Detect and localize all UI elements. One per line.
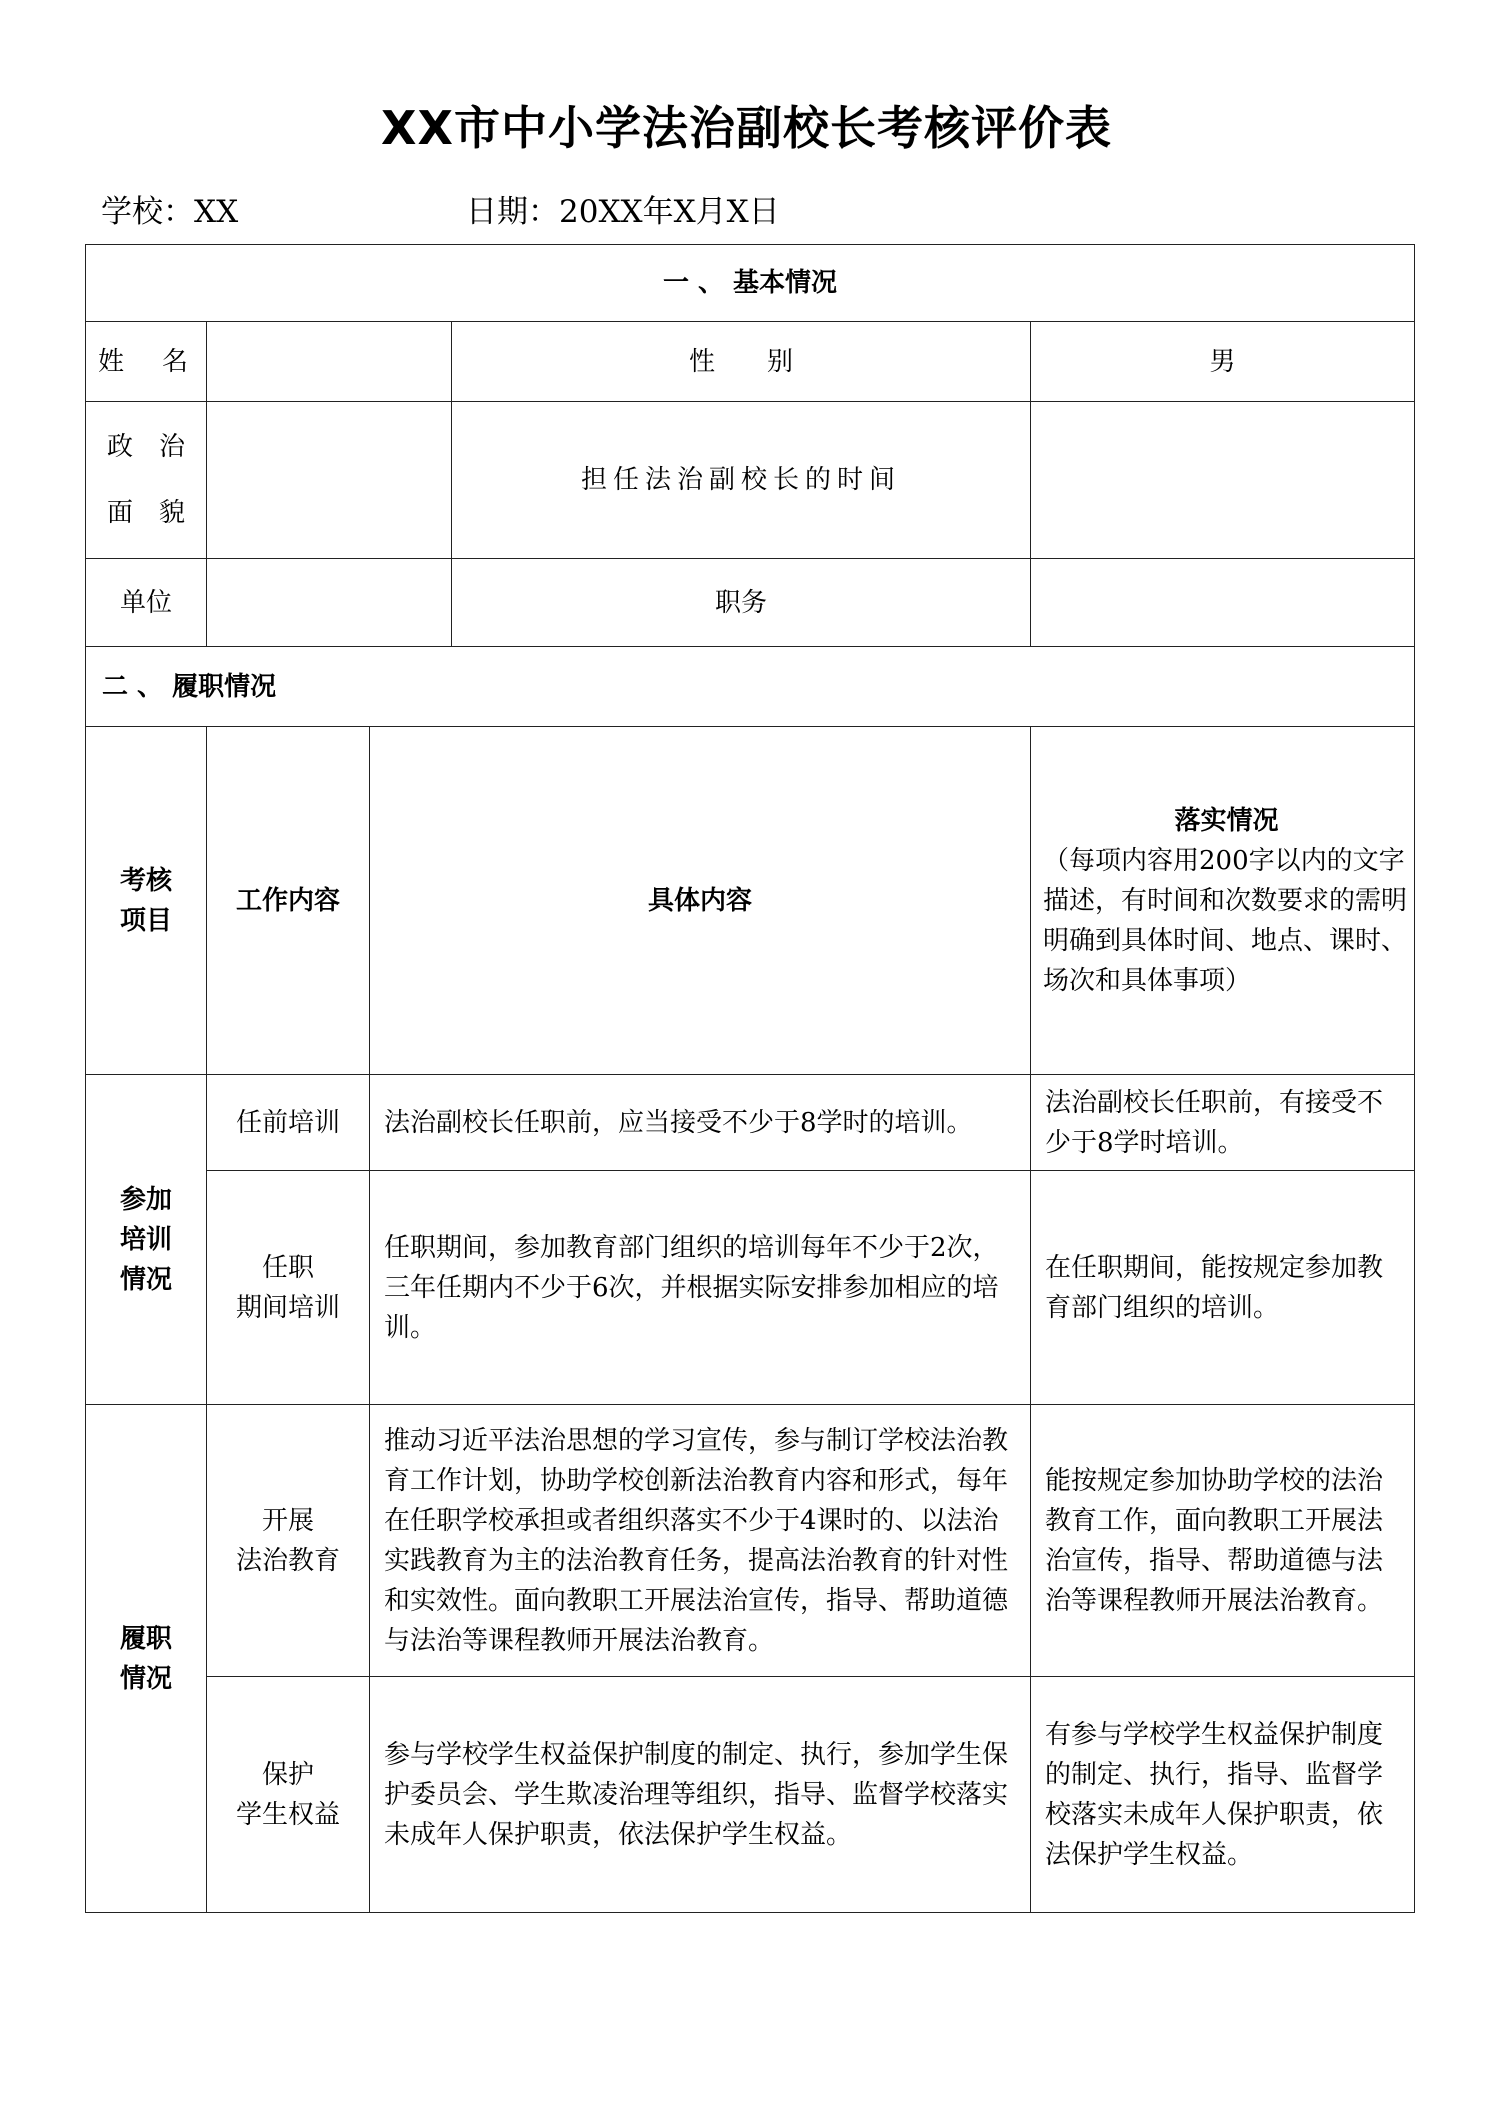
result-pre-training[interactable]: 法治副校长任职前，有接受不少于8学时培训。 xyxy=(1031,1075,1415,1171)
header-result-note: （每项内容用200字以内的文字描述，有时间和次数要求的需明明确到具体时间、地点、课时、场次和具体事项） xyxy=(1043,845,1408,996)
header-item-line2: 项目 xyxy=(119,905,172,936)
detail-in-service-training: 任职期间，参加教育部门组织的培训每年不少于2次，三年任期内不少于6次，并根据实际安排参加相应的培训。 xyxy=(370,1171,1031,1405)
tenure-value[interactable] xyxy=(1031,402,1415,559)
position-label: 职务 xyxy=(452,559,1031,647)
work-law-education xyxy=(207,1405,370,1677)
school-field: 学校：XX xyxy=(101,194,239,230)
unit-label: 单位 xyxy=(86,559,207,647)
section2-heading: 二 、 履职情况 xyxy=(86,647,1415,727)
name-label: 姓 名 xyxy=(86,322,207,402)
group-training-label xyxy=(86,1075,207,1405)
detail-student-rights: 参与学校学生权益保护制度的制定、执行，参加学生保护委员会、学生欺凌治理等组织，指导、监督学校落实未成年人保护职责，依法保护学生权益。 xyxy=(370,1677,1031,1913)
header-item-line1: 考核 xyxy=(119,865,172,896)
work-pre-training-line1: 任前培训 xyxy=(235,1107,340,1138)
gender-label: 性 别 xyxy=(452,322,1031,402)
detail-pre-training: 法治副校长任职前，应当接受不少于8学时的培训。 xyxy=(370,1075,1031,1171)
header-work-content: 工作内容 xyxy=(207,727,370,1075)
group-training-line3: 情况 xyxy=(119,1264,172,1295)
position-value[interactable] xyxy=(1031,559,1415,647)
group-training-line1: 参加 xyxy=(119,1184,172,1215)
detail-law-education: 推动习近平法治思想的学习宣传，参与制订学校法治教育工作计划，协助学校创新法治教育内容和形式，每年在任职学校承担或者组织落实不少于4课时的、以法治实践教育为主的法治教育任务，提高法治教育的针对性和实效性。面向教职工开展法治宣传，指导、帮助道德与法治等课程教师开展法治教育。 xyxy=(370,1405,1031,1677)
work-in-service-line1: 任职 xyxy=(261,1252,314,1283)
group-duty-line2: 情况 xyxy=(119,1663,172,1694)
result-in-service-training[interactable]: 在任职期间，能按规定参加教育部门组织的培训。 xyxy=(1031,1171,1415,1405)
politics-value[interactable] xyxy=(207,402,452,559)
page-title: XX市中小学法治副校长考核评价表 xyxy=(381,101,1112,155)
work-law-education-line1: 开展 xyxy=(261,1505,314,1536)
header-result xyxy=(1031,727,1415,1075)
work-student-rights-line2: 学生权益 xyxy=(235,1799,340,1830)
header-result-title: 落实情况 xyxy=(1174,805,1279,836)
work-student-rights xyxy=(207,1677,370,1913)
header-detail-content: 具体内容 xyxy=(370,727,1031,1075)
group-duty-line1: 履职 xyxy=(119,1623,172,1654)
header-assessment-item xyxy=(86,727,207,1075)
work-law-education-line2: 法治教育 xyxy=(235,1545,340,1576)
evaluation-table xyxy=(85,244,1415,1913)
tenure-label: 担任法治副校长的时间 xyxy=(452,402,1031,559)
result-student-rights[interactable]: 有参与学校学生权益保护制度的制定、执行，指导、监督学校落实未成年人保护职责，依法保护学生权益。 xyxy=(1031,1677,1415,1913)
politics-label-line2: 面 貌 xyxy=(106,498,185,528)
unit-value[interactable] xyxy=(207,559,452,647)
politics-label xyxy=(86,402,207,559)
section1-heading: 一 、 基本情况 xyxy=(86,245,1415,322)
work-in-service-line2: 期间培训 xyxy=(235,1292,340,1323)
work-student-rights-line1: 保护 xyxy=(261,1759,314,1790)
date-field: 日期：20XX年X月X日 xyxy=(466,194,780,230)
politics-label-line1: 政 治 xyxy=(106,432,185,462)
name-value[interactable] xyxy=(207,322,452,402)
result-law-education[interactable]: 能按规定参加协助学校的法治教育工作，面向教职工开展法治宣传，指导、帮助道德与法治等课程教师开展法治教育。 xyxy=(1031,1405,1415,1677)
group-training-line2: 培训 xyxy=(119,1224,172,1255)
gender-value[interactable]: 男 xyxy=(1031,322,1415,402)
group-duty-label xyxy=(86,1405,207,1913)
work-in-service-training xyxy=(207,1171,370,1405)
work-pre-training xyxy=(207,1075,370,1171)
